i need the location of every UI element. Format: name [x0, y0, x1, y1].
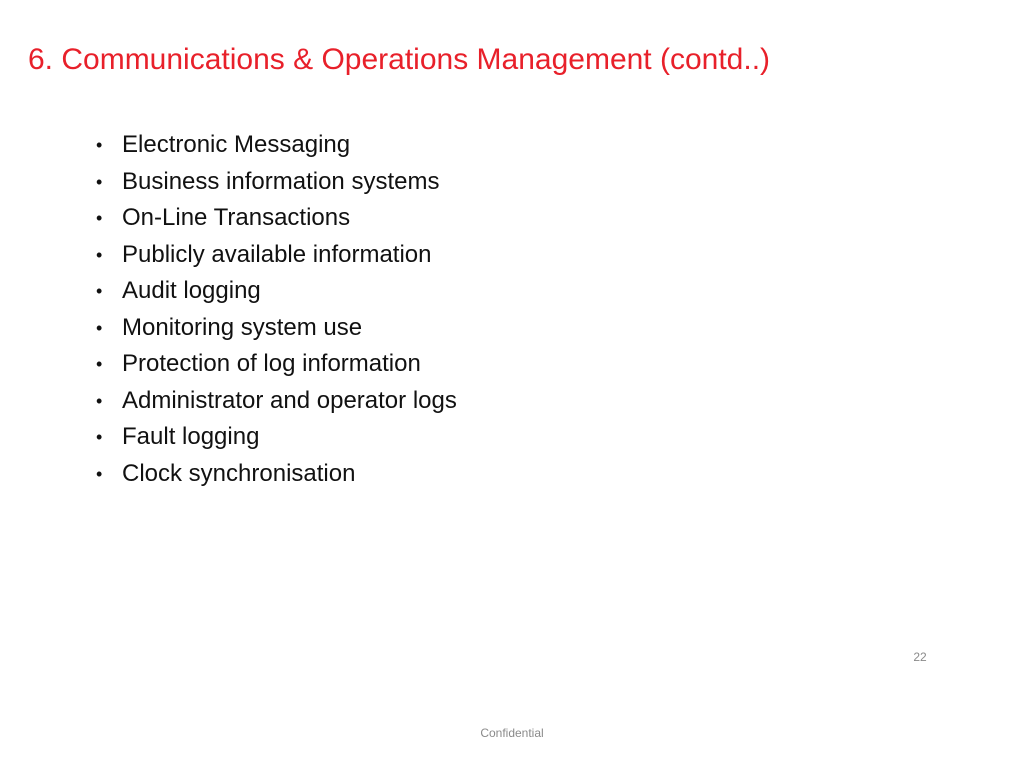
bullet-item-audit-logging	[96, 276, 476, 306]
bullet-icon: •	[96, 354, 103, 374]
bullet-icon: •	[96, 244, 103, 265]
bullet-item-administrator-and-operator-logs	[96, 386, 476, 416]
bullet-icon: •	[96, 171, 103, 192]
bullet-item-publicly-available-information	[96, 240, 476, 270]
bullet-item-online-transactions	[96, 203, 476, 233]
page-number: 22	[913, 650, 927, 664]
bullet-text: On-Line Transactions	[122, 204, 351, 231]
bullet-icon: •	[96, 390, 103, 411]
bullet-icon: •	[96, 427, 103, 447]
bullet-icon: •	[96, 208, 103, 228]
bullet-item-protection-of-log-information	[96, 349, 476, 379]
bullet-text: Business information systems	[122, 167, 440, 195]
footer-confidential-label: Confidential	[480, 726, 544, 740]
bullet-text: Administrator and operator logs	[122, 386, 457, 414]
bullet-icon: •	[96, 317, 103, 338]
bullet-list	[96, 130, 476, 495]
bullet-text: Electronic Messaging	[122, 131, 351, 158]
bullet-text: Monitoring system use	[122, 313, 363, 341]
bullet-text: Publicly available information	[122, 240, 432, 268]
bullet-item-fault-logging	[96, 422, 476, 452]
bullet-item-business-information-systems	[96, 167, 476, 197]
bullet-item-clock-synchronisation	[96, 459, 476, 489]
slide-title: 6. Communications & Operations Management (contd..)	[28, 43, 771, 76]
bullet-text: Protection of log information	[122, 350, 421, 377]
bullet-icon: •	[96, 463, 103, 484]
bullet-text: Clock synchronisation	[122, 459, 356, 487]
bullet-icon: •	[96, 135, 103, 155]
bullet-item-electronic-messaging	[96, 130, 476, 160]
bullet-text: Fault logging	[122, 423, 260, 450]
bullet-icon: •	[96, 281, 103, 301]
bullet-text: Audit logging	[122, 277, 261, 304]
bullet-item-monitoring-system-use	[96, 313, 476, 343]
